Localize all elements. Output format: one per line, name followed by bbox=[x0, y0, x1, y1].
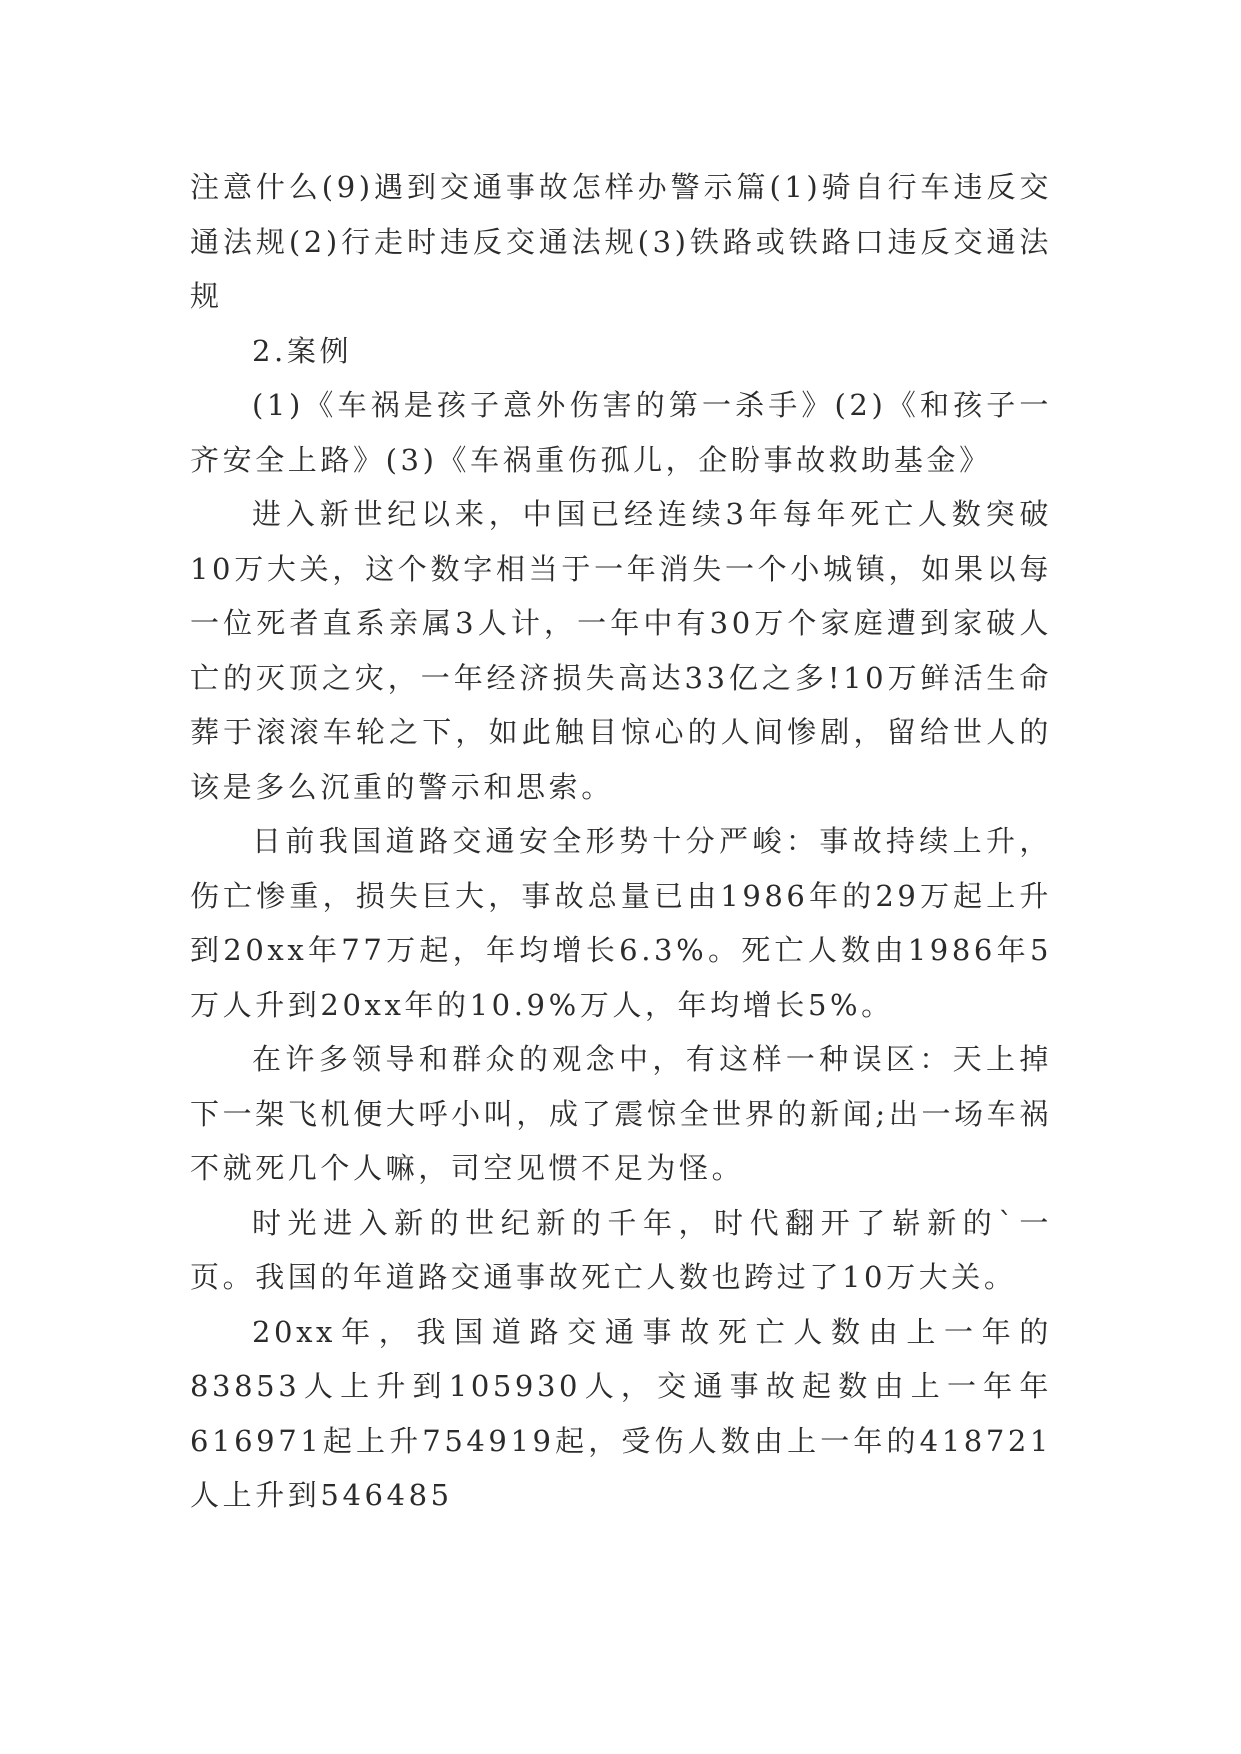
paragraph-misconception: 在许多领导和群众的观念中，有这样一种误区：天上掉下一架飞机便大呼小叫，成了震惊全世界的新闻;出一场车祸不就死几个人嘛，司空见惯不足为怪。 bbox=[190, 1042, 1052, 1185]
paragraph-case-list: (1)《车祸是孩子意外伤害的第一杀手》(2)《和孩子一齐安全上路》(3)《车祸重伤孤儿，企盼事故救助基金》 bbox=[190, 388, 1052, 477]
document-body bbox=[190, 160, 1052, 1523]
paragraph-new-century: 进入新世纪以来，中国已经连续3年每年死亡人数突破10万大关，这个数字相当于一年消失一个小城镇，如果以每一位死者直系亲属3人计，一年中有30万个家庭遭到家破人亡的灭顶之灾，一年经济损失高达33亿之多!10万鲜活生命葬于滚滚车轮之下，如此触目惊心的人间惨剧，留给世人的该是多么沉重的警示和思索。 bbox=[190, 497, 1052, 804]
paragraph-safety-situation: 日前我国道路交通安全形势十分严峻：事故持续上升，伤亡惨重，损失巨大，事故总量已由1986年的29万起上升到20xx年77万起，年均增长6.3%。死亡人数由1986年5万人升到20xx年的10.9%万人，年均增长5%。 bbox=[190, 824, 1052, 1022]
section-heading-cases: 2.案例 bbox=[252, 333, 353, 368]
paragraph-toc-continuation: 注意什么(9)遇到交通事故怎样办警示篇(1)骑自行车违反交通法规(2)行走时违反交通法规(3)铁路或铁路口违反交通法规 bbox=[190, 170, 1052, 313]
paragraph-new-millennium: 时光进入新的世纪新的千年，时代翻开了崭新的`一页。我国的年道路交通事故死亡人数也跨过了10万大关。 bbox=[190, 1205, 1052, 1294]
paragraph-statistics: 20xx年，我国道路交通事故死亡人数由上一年的83853人上升到105930人，交通事故起数由上一年年616971起上升754919起，受伤人数由上一年的418721人上升到546485 bbox=[190, 1314, 1052, 1512]
